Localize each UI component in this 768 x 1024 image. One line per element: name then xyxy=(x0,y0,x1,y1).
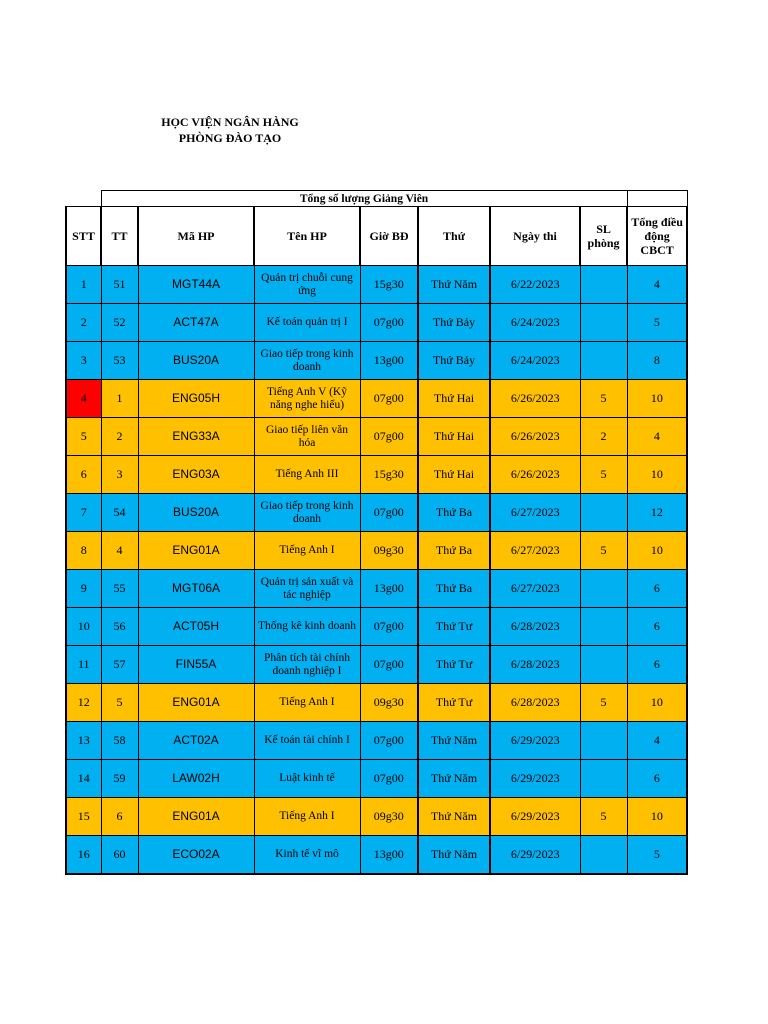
cell-total: 10 xyxy=(627,798,687,836)
cell-day: Thứ Tư xyxy=(418,646,490,684)
cell-code: ENG33A xyxy=(138,418,254,456)
cell-name: Kế toán quản trị I xyxy=(254,304,360,342)
col-header-stt: STT xyxy=(66,207,101,266)
cell-time: 09g30 xyxy=(360,684,418,722)
table-row xyxy=(66,570,687,608)
cell-time: 07g00 xyxy=(360,646,418,684)
cell-total: 4 xyxy=(627,266,687,304)
cell-tt: 4 xyxy=(101,532,138,570)
table-row xyxy=(66,494,687,532)
table-row xyxy=(66,646,687,684)
cell-day: Thứ Ba xyxy=(418,570,490,608)
cell-stt: 15 xyxy=(66,798,101,836)
cell-stt: 12 xyxy=(66,684,101,722)
cell-tt: 3 xyxy=(101,456,138,494)
cell-time: 13g00 xyxy=(360,570,418,608)
cell-day: Thứ Ba xyxy=(418,494,490,532)
cell-code: MGT44A xyxy=(138,266,254,304)
table-row xyxy=(66,836,687,875)
cell-code: ACT02A xyxy=(138,722,254,760)
table-row xyxy=(66,266,687,304)
cell-rooms: 5 xyxy=(580,532,627,570)
cell-stt: 4 xyxy=(66,380,101,418)
cell-time: 07g00 xyxy=(360,380,418,418)
cell-total: 4 xyxy=(627,722,687,760)
col-header-time: Giờ BĐ xyxy=(360,207,418,266)
cell-date: 6/28/2023 xyxy=(490,608,580,646)
table-row xyxy=(66,722,687,760)
cell-day: Thứ Bảy xyxy=(418,304,490,342)
cell-total: 6 xyxy=(627,760,687,798)
cell-stt: 11 xyxy=(66,646,101,684)
cell-code: ENG03A xyxy=(138,456,254,494)
cell-date: 6/29/2023 xyxy=(490,760,580,798)
cell-day: Thứ Bảy xyxy=(418,342,490,380)
header-row xyxy=(66,207,687,266)
cell-date: 6/27/2023 xyxy=(490,494,580,532)
cell-rooms xyxy=(580,494,627,532)
department-name: PHÒNG ĐÀO TẠO xyxy=(178,131,282,145)
cell-time: 07g00 xyxy=(360,494,418,532)
cell-time: 09g30 xyxy=(360,798,418,836)
cell-date: 6/26/2023 xyxy=(490,380,580,418)
cell-code: ECO02A xyxy=(138,836,254,875)
cell-tt: 57 xyxy=(101,646,138,684)
cell-stt: 6 xyxy=(66,456,101,494)
cell-total: 10 xyxy=(627,532,687,570)
title-row xyxy=(66,191,687,207)
cell-date: 6/27/2023 xyxy=(490,532,580,570)
table-row xyxy=(66,608,687,646)
cell-total: 6 xyxy=(627,570,687,608)
cell-rooms xyxy=(580,760,627,798)
col-header-total: Tổng điều động CBCT xyxy=(627,207,687,266)
cell-day: Thứ Hai xyxy=(418,456,490,494)
table-row xyxy=(66,380,687,418)
table-row xyxy=(66,342,687,380)
col-header-date: Ngày thi xyxy=(490,207,580,266)
cell-date: 6/26/2023 xyxy=(490,418,580,456)
cell-name: Giao tiếp trong kinh doanh xyxy=(254,494,360,532)
cell-total: 10 xyxy=(627,684,687,722)
cell-rooms xyxy=(580,836,627,875)
cell-name: Tiếng Anh I xyxy=(254,684,360,722)
cell-total: 8 xyxy=(627,342,687,380)
cell-rooms xyxy=(580,304,627,342)
cell-day: Thứ Năm xyxy=(418,722,490,760)
cell-date: 6/28/2023 xyxy=(490,684,580,722)
col-header-name: Tên HP xyxy=(254,207,360,266)
cell-stt: 3 xyxy=(66,342,101,380)
cell-total: 10 xyxy=(627,456,687,494)
table-row xyxy=(66,418,687,456)
cell-tt: 58 xyxy=(101,722,138,760)
cell-date: 6/27/2023 xyxy=(490,570,580,608)
title-blank-cell xyxy=(66,191,101,207)
cell-rooms: 5 xyxy=(580,684,627,722)
cell-name: Tiếng Anh III xyxy=(254,456,360,494)
cell-date: 6/28/2023 xyxy=(490,646,580,684)
cell-tt: 53 xyxy=(101,342,138,380)
cell-code: ENG05H xyxy=(138,380,254,418)
cell-day: Thứ Năm xyxy=(418,266,490,304)
cell-total: 12 xyxy=(627,494,687,532)
cell-date: 6/24/2023 xyxy=(490,304,580,342)
col-header-tt: TT xyxy=(101,207,138,266)
cell-time: 09g30 xyxy=(360,532,418,570)
cell-total: 5 xyxy=(627,836,687,875)
cell-name: Quản trị sản xuất và tác nghiệp xyxy=(254,570,360,608)
cell-code: BUS20A xyxy=(138,494,254,532)
title-end-cell xyxy=(627,191,687,207)
cell-code: ENG01A xyxy=(138,532,254,570)
cell-tt: 52 xyxy=(101,304,138,342)
cell-time: 07g00 xyxy=(360,722,418,760)
cell-tt: 51 xyxy=(101,266,138,304)
table-row xyxy=(66,304,687,342)
cell-code: LAW02H xyxy=(138,760,254,798)
cell-day: Thứ Năm xyxy=(418,760,490,798)
cell-stt: 5 xyxy=(66,418,101,456)
cell-time: 07g00 xyxy=(360,418,418,456)
cell-date: 6/29/2023 xyxy=(490,836,580,875)
cell-rooms: 5 xyxy=(580,456,627,494)
cell-code: ENG01A xyxy=(138,684,254,722)
cell-name: Phân tích tài chính doanh nghiệp I xyxy=(254,646,360,684)
cell-rooms: 5 xyxy=(580,380,627,418)
cell-rooms xyxy=(580,570,627,608)
table-row xyxy=(66,456,687,494)
col-header-rooms: SL phòng xyxy=(580,207,627,266)
cell-stt: 16 xyxy=(66,836,101,875)
cell-date: 6/24/2023 xyxy=(490,342,580,380)
cell-time: 07g00 xyxy=(360,304,418,342)
cell-rooms xyxy=(580,342,627,380)
exam-schedule-table xyxy=(65,190,688,875)
cell-code: BUS20A xyxy=(138,342,254,380)
cell-tt: 59 xyxy=(101,760,138,798)
cell-rooms xyxy=(580,722,627,760)
cell-stt: 7 xyxy=(66,494,101,532)
cell-day: Thứ Hai xyxy=(418,380,490,418)
cell-tt: 55 xyxy=(101,570,138,608)
cell-tt: 5 xyxy=(101,684,138,722)
cell-stt: 10 xyxy=(66,608,101,646)
cell-code: MGT06A xyxy=(138,570,254,608)
cell-date: 6/29/2023 xyxy=(490,722,580,760)
cell-tt: 56 xyxy=(101,608,138,646)
cell-stt: 8 xyxy=(66,532,101,570)
cell-day: Thứ Năm xyxy=(418,798,490,836)
cell-rooms xyxy=(580,608,627,646)
cell-total: 6 xyxy=(627,608,687,646)
cell-name: Luật kinh tế xyxy=(254,760,360,798)
cell-name: Quản trị chuỗi cung ứng xyxy=(254,266,360,304)
cell-name: Thống kê kinh doanh xyxy=(254,608,360,646)
cell-tt: 54 xyxy=(101,494,138,532)
cell-time: 07g00 xyxy=(360,760,418,798)
table-row xyxy=(66,760,687,798)
cell-total: 4 xyxy=(627,418,687,456)
cell-name: Giao tiếp liên văn hóa xyxy=(254,418,360,456)
cell-rooms xyxy=(580,266,627,304)
cell-date: 6/29/2023 xyxy=(490,798,580,836)
cell-stt: 1 xyxy=(66,266,101,304)
cell-day: Thứ Ba xyxy=(418,532,490,570)
cell-code: ACT47A xyxy=(138,304,254,342)
cell-tt: 2 xyxy=(101,418,138,456)
table-row xyxy=(66,798,687,836)
cell-rooms: 5 xyxy=(580,798,627,836)
cell-day: Thứ Tư xyxy=(418,608,490,646)
cell-name: Giao tiếp trong kinh doanh xyxy=(254,342,360,380)
cell-day: Thứ Tư xyxy=(418,684,490,722)
table-row xyxy=(66,684,687,722)
col-header-code: Mã HP xyxy=(138,207,254,266)
col-header-day: Thứ xyxy=(418,207,490,266)
cell-stt: 14 xyxy=(66,760,101,798)
cell-date: 6/22/2023 xyxy=(490,266,580,304)
cell-tt: 1 xyxy=(101,380,138,418)
cell-name: Kinh tế vĩ mô xyxy=(254,836,360,875)
cell-total: 5 xyxy=(627,304,687,342)
group-title: Tổng số lượng Giảng Viên xyxy=(101,191,627,207)
cell-code: FIN55A xyxy=(138,646,254,684)
cell-name: Tiếng Anh V (Kỹ năng nghe hiểu) xyxy=(254,380,360,418)
cell-stt: 9 xyxy=(66,570,101,608)
cell-time: 15g30 xyxy=(360,456,418,494)
cell-name: Tiếng Anh I xyxy=(254,532,360,570)
cell-date: 6/26/2023 xyxy=(490,456,580,494)
cell-day: Thứ Hai xyxy=(418,418,490,456)
cell-code: ACT05H xyxy=(138,608,254,646)
org-header xyxy=(150,114,310,146)
cell-rooms: 2 xyxy=(580,418,627,456)
cell-time: 13g00 xyxy=(360,836,418,875)
org-name: HỌC VIỆN NGÂN HÀNG xyxy=(161,115,299,129)
cell-rooms xyxy=(580,646,627,684)
cell-code: ENG01A xyxy=(138,798,254,836)
cell-total: 10 xyxy=(627,380,687,418)
cell-total: 6 xyxy=(627,646,687,684)
cell-time: 07g00 xyxy=(360,608,418,646)
cell-tt: 6 xyxy=(101,798,138,836)
cell-name: Kế toán tài chính I xyxy=(254,722,360,760)
cell-day: Thứ Năm xyxy=(418,836,490,875)
cell-stt: 2 xyxy=(66,304,101,342)
cell-time: 13g00 xyxy=(360,342,418,380)
cell-time: 15g30 xyxy=(360,266,418,304)
cell-name: Tiếng Anh I xyxy=(254,798,360,836)
table-row xyxy=(66,532,687,570)
cell-tt: 60 xyxy=(101,836,138,875)
cell-stt: 13 xyxy=(66,722,101,760)
